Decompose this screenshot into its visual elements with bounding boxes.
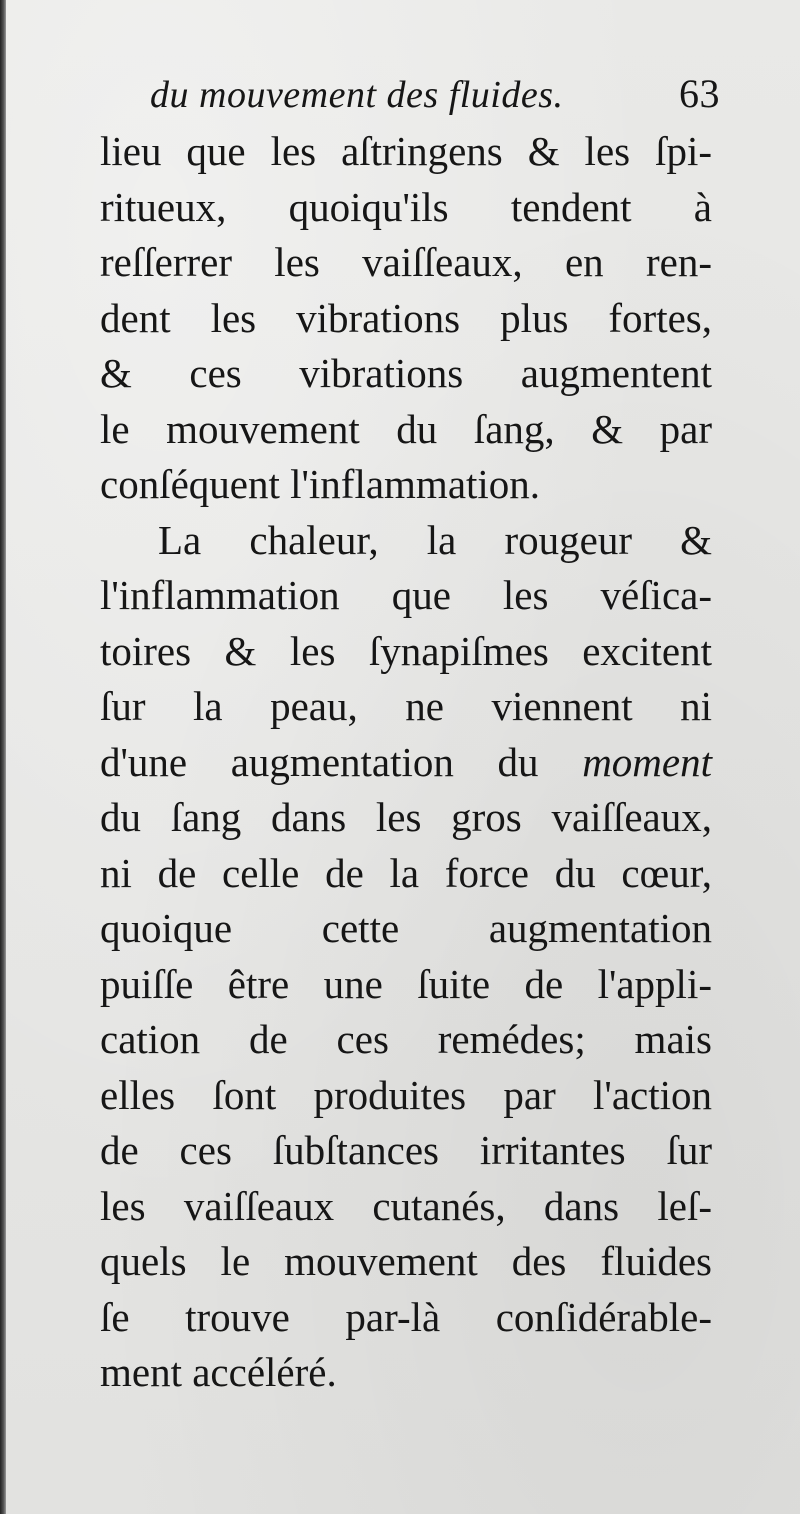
text-line: toires & les ſynapiſmes excitent [100,627,712,674]
text-line: & ces vibrations augmentent [100,350,712,396]
text-line: lieu que les aſtringens & les ſpi- [100,128,712,174]
running-title: du mouvement des fluides. [150,74,564,116]
text-line: le mouvement du ſang, & par [100,405,712,452]
text-line: l'inflammation que les véſica- [100,572,712,618]
text-line: ſe trouve par-là conſidérable- [100,1293,712,1340]
page-header [150,70,720,117]
text-line: ni de celle de la force du cœur, [100,849,712,896]
text-line: quels le mouvement des fluides [100,1238,712,1284]
text-line: du ſang dans les gros vaiſſeaux, [100,794,712,840]
text-line: dent les vibrations plus fortes, [100,294,712,341]
text-line: ſur la peau, ne viennent ni [100,683,712,729]
italic-word: moment [582,738,713,785]
text-line: cation de ces remédes; mais [100,1016,712,1062]
text-line: puiſſe être une ſuite de l'appli- [100,960,712,1007]
text-line: ment accéléré. [100,1349,337,1395]
text-line: ritueux, quoiqu'ils tendent à [100,183,712,230]
text-line: les vaiſſeaux cutanés, dans leſ- [100,1182,712,1229]
text-line-with-italic [100,735,712,791]
body-text [100,124,712,1401]
text-segment: d'une augmentation du [100,738,539,785]
text-line: de ces ſubſtances irritantes ſur [100,1127,712,1173]
text-line: La chaleur, la rougeur & [158,516,712,563]
page-gutter [0,0,6,1514]
text-line: reſſerrer les vaiſſeaux, en ren- [100,239,712,285]
text-line: quoique cette augmentation [100,905,712,951]
text-line: elles ſont produites par l'action [100,1071,712,1118]
page-number: 63 [679,71,720,116]
text-line: conſéquent l'inflammation. [100,461,541,507]
